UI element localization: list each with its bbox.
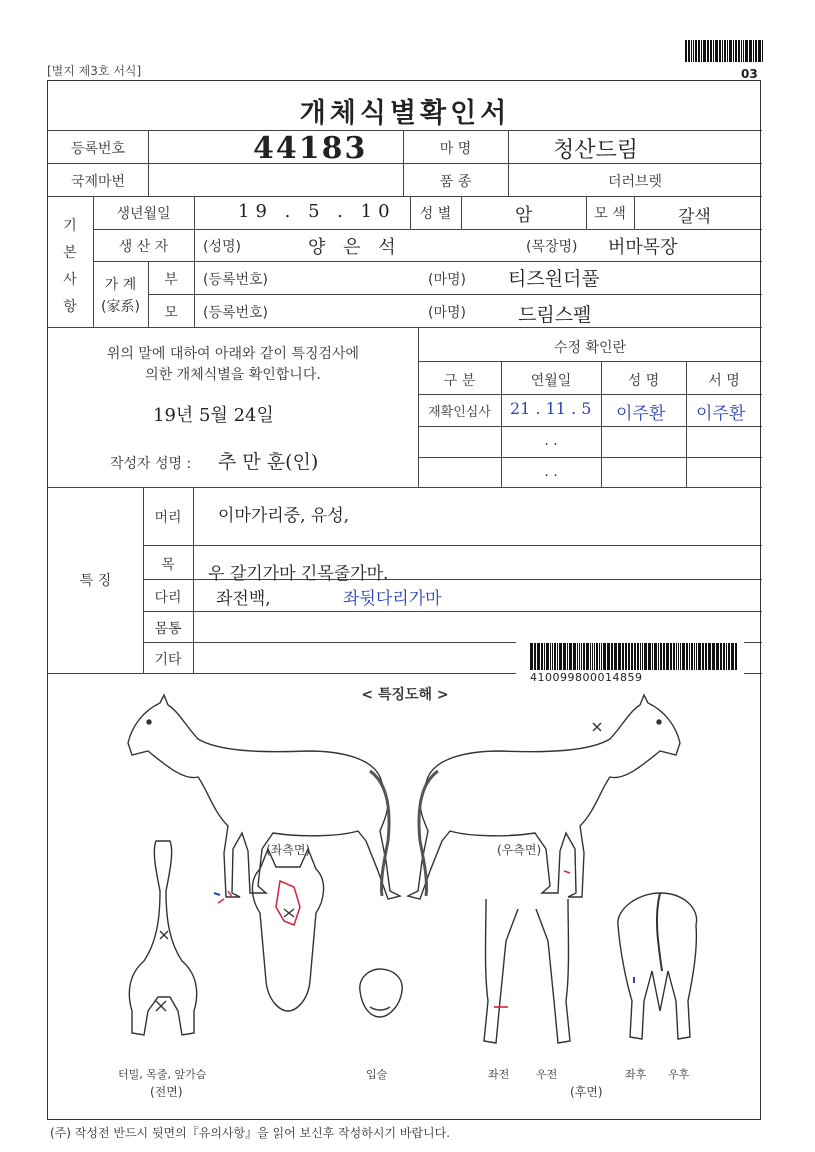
revision-header-name: 성 명 bbox=[627, 373, 660, 389]
barcode-bar bbox=[544, 643, 545, 670]
barcode-bar bbox=[586, 643, 589, 670]
barcode-bar bbox=[611, 643, 613, 670]
left-fore-label: 좌전 bbox=[488, 1068, 510, 1081]
producer-label: 생 산 자 bbox=[118, 239, 169, 255]
barcode-bar bbox=[722, 40, 723, 62]
barcode-bar bbox=[753, 40, 754, 62]
birth-label: 생년월일 bbox=[116, 206, 171, 222]
barcode-bar bbox=[680, 643, 681, 670]
barcode-bar bbox=[614, 643, 617, 670]
barcode-bar bbox=[625, 643, 627, 670]
revision-row1-sign: 이주환 bbox=[696, 404, 746, 424]
coat-color-label: 모 색 bbox=[594, 206, 626, 222]
barcode-bar bbox=[716, 643, 719, 670]
statement-line1: 위의 말에 대하여 아래와 같이 특징검사에 bbox=[106, 346, 360, 362]
dam-reg-label: (등록번호) bbox=[203, 305, 269, 321]
barcode-bar bbox=[663, 643, 665, 670]
barcode-bar bbox=[583, 643, 585, 670]
barcode-bar bbox=[552, 643, 553, 670]
barcode-bar bbox=[720, 643, 722, 670]
barcode-bar bbox=[581, 643, 582, 670]
barcode-bar bbox=[557, 643, 558, 670]
revision-row1-type: 재확인심사 bbox=[428, 405, 491, 420]
confirm-date: 19년 5월 24일 bbox=[153, 405, 274, 426]
right-hind-label: 우후 bbox=[668, 1068, 690, 1081]
barcode-bar bbox=[755, 40, 757, 62]
sticker-barcode bbox=[530, 643, 738, 670]
left-side-label: (좌측면) bbox=[266, 843, 311, 857]
barcode-bar bbox=[618, 643, 621, 670]
barcode-bar bbox=[594, 643, 595, 670]
legs-value: 좌전백, bbox=[216, 589, 271, 609]
barcode-bar bbox=[707, 40, 709, 62]
identification-form bbox=[47, 80, 761, 1120]
barcode-bar bbox=[534, 643, 536, 670]
barcode-bar bbox=[559, 643, 562, 670]
body-label: 몸통 bbox=[154, 621, 182, 637]
reg-number-value: 44183 bbox=[253, 131, 368, 166]
barcode-bar bbox=[689, 643, 690, 670]
farm-value: 버마목장 bbox=[608, 237, 678, 258]
barcode-bar bbox=[698, 643, 701, 670]
barcode-bar bbox=[537, 643, 540, 670]
barcode-bar bbox=[735, 40, 737, 62]
breed-label: 품 종 bbox=[439, 174, 472, 190]
legs-value-2: 좌뒷다리가마 bbox=[343, 589, 442, 609]
head-label: 머리 bbox=[154, 510, 182, 526]
features-section-label: 특 징 bbox=[79, 573, 112, 589]
barcode-bar bbox=[634, 643, 636, 670]
barcode-bar bbox=[686, 643, 688, 670]
barcode-bar bbox=[637, 643, 639, 670]
coat-color-value: 갈색 bbox=[678, 207, 711, 227]
intl-number-label: 국제마번 bbox=[70, 174, 126, 190]
barcode-bar bbox=[670, 643, 672, 670]
barcode-bar bbox=[592, 643, 593, 670]
barcode-bar bbox=[695, 40, 697, 62]
front-label: (전면) bbox=[150, 1085, 183, 1099]
right-side-label: (우측면) bbox=[497, 843, 542, 857]
barcode-bar bbox=[673, 643, 675, 670]
barcode-bar bbox=[682, 643, 685, 670]
barcode-bar bbox=[654, 643, 657, 670]
barcode-bar bbox=[622, 643, 624, 670]
barcode-bar bbox=[696, 643, 697, 670]
barcode-bar bbox=[603, 643, 606, 670]
barcode-bar bbox=[694, 643, 695, 670]
legs-label: 다리 bbox=[154, 590, 182, 606]
dam-label: 모 bbox=[164, 305, 178, 321]
barcode-bar bbox=[644, 643, 647, 670]
barcode-bar bbox=[530, 643, 533, 670]
neck-value: 우 갈기가마 긴목줄가마. bbox=[208, 564, 389, 584]
barcode-bar bbox=[648, 643, 651, 670]
revision-header-date: 연월일 bbox=[530, 373, 572, 389]
barcode-bar bbox=[724, 40, 726, 62]
horse-diagram bbox=[48, 681, 760, 1081]
barcode-bar bbox=[599, 643, 600, 670]
barcode-bar bbox=[569, 643, 572, 670]
dam-name-label: (마명) bbox=[428, 305, 466, 321]
head-value: 이마가리중, 유성, bbox=[218, 506, 350, 526]
barcode-bar bbox=[685, 40, 687, 62]
barcode-bar bbox=[743, 40, 744, 62]
front-caption: 터밀, 목줄, 앞가슴 bbox=[118, 1068, 207, 1081]
barcode-bar bbox=[703, 40, 706, 62]
sire-name-value: 티즈원더풀 bbox=[508, 268, 600, 290]
dam-name-value: 드림스펠 bbox=[518, 304, 592, 326]
barcode-bar bbox=[735, 643, 737, 670]
barcode-bar bbox=[745, 40, 748, 62]
barcode-bar bbox=[554, 643, 556, 670]
barcode-bar bbox=[758, 40, 761, 62]
barcode-bar bbox=[708, 643, 711, 670]
barcode-bar bbox=[658, 643, 659, 670]
barcode-bar bbox=[563, 643, 566, 670]
barcode-bar bbox=[546, 643, 549, 670]
barcode-bar bbox=[640, 643, 641, 670]
barcode-bar bbox=[596, 643, 598, 670]
writer-label: 작성자 성명 : bbox=[110, 456, 192, 472]
barcode-bar bbox=[652, 643, 653, 670]
barcode-bar bbox=[713, 40, 714, 62]
diagram-title: < 특징도해 > bbox=[361, 687, 449, 703]
sex-label: 성 별 bbox=[419, 206, 452, 222]
barcode-bar bbox=[741, 40, 742, 62]
front-legs-view bbox=[484, 899, 570, 1043]
left-side-horse bbox=[128, 695, 400, 899]
barcode-bar bbox=[702, 643, 704, 670]
horse-name-value: 청산드림 bbox=[553, 138, 639, 163]
barcode-bar bbox=[731, 643, 734, 670]
barcode-bar bbox=[631, 643, 633, 670]
revision-header-sign: 서 명 bbox=[708, 373, 740, 389]
basic-section-label: 기 본 사 항 bbox=[63, 218, 77, 315]
producer-name-label: (성명) bbox=[203, 239, 241, 255]
revision-title: 수정 확인란 bbox=[553, 340, 627, 356]
barcode-bar bbox=[628, 643, 630, 670]
front-view-horse bbox=[129, 841, 196, 1035]
barcode-bar bbox=[701, 40, 702, 62]
birth-value: 19 . 5 . 10 bbox=[238, 201, 396, 222]
barcode-bar bbox=[727, 40, 728, 62]
farm-label: (목장명) bbox=[526, 239, 578, 255]
breed-value: 더러브렛 bbox=[607, 174, 663, 190]
barcode-bar bbox=[698, 40, 700, 62]
barcode-number: 410099800014859 bbox=[530, 671, 643, 684]
barcode-bar bbox=[573, 643, 576, 670]
barcode-bar bbox=[607, 643, 610, 670]
sex-value: 암 bbox=[515, 205, 533, 226]
barcode-bar bbox=[726, 643, 727, 670]
lineage-label: 가 계 bbox=[104, 277, 137, 293]
sire-reg-label: (등록번호) bbox=[203, 272, 269, 288]
barcode-bar bbox=[715, 40, 718, 62]
page-code: 03 bbox=[741, 67, 758, 81]
barcode-bar bbox=[550, 643, 551, 670]
revision-header-type: 구 분 bbox=[443, 373, 476, 389]
barcode-bar bbox=[738, 40, 740, 62]
barcode-bar bbox=[579, 643, 580, 670]
barcode-bar bbox=[710, 40, 712, 62]
muzzle-label: 입술 bbox=[366, 1068, 388, 1081]
barcode-bar bbox=[541, 643, 543, 670]
footnote: (주) 작성전 반드시 뒷면의『유의사항』을 읽어 보신후 작성하시기 바랍니다. bbox=[50, 1126, 451, 1140]
barcode-bar bbox=[676, 643, 677, 670]
barcode-bar bbox=[577, 643, 578, 670]
barcode-bar bbox=[749, 40, 752, 62]
barcode-bar bbox=[691, 40, 692, 62]
barcode-bar bbox=[567, 643, 568, 670]
neck-label: 목 bbox=[161, 557, 175, 573]
sire-name-label: (마명) bbox=[428, 272, 466, 288]
barcode-bar bbox=[729, 40, 732, 62]
other-label: 기타 bbox=[154, 652, 182, 668]
top-barcode bbox=[685, 40, 764, 62]
lineage-hanja: (家系) bbox=[101, 299, 140, 315]
producer-name-value: 양 은 석 bbox=[308, 237, 402, 258]
barcode-bar bbox=[601, 643, 602, 670]
barcode-bar bbox=[762, 40, 763, 62]
barcode-bar bbox=[712, 643, 715, 670]
barcode-bar bbox=[691, 643, 693, 670]
revision-row3-date: . . bbox=[544, 464, 558, 480]
revision-row2-date: . . bbox=[544, 433, 558, 449]
sire-label: 부 bbox=[164, 272, 178, 288]
barcode-bar bbox=[642, 643, 643, 670]
barcode-bar bbox=[719, 40, 721, 62]
barcode-bar bbox=[705, 643, 707, 670]
barcode-bar bbox=[723, 643, 725, 670]
barcode-bar bbox=[666, 643, 669, 670]
barcode-bar bbox=[678, 643, 679, 670]
barcode-bar bbox=[693, 40, 694, 62]
rear-label: (후면) bbox=[570, 1085, 603, 1099]
reg-number-label: 등록번호 bbox=[70, 141, 126, 157]
revision-row1-name: 이주환 bbox=[616, 404, 666, 424]
barcode-bar bbox=[733, 40, 734, 62]
revision-row1-date: 21 . 11 . 5 bbox=[510, 399, 592, 418]
barcode-bar bbox=[660, 643, 662, 670]
right-fore-label: 우전 bbox=[536, 1068, 558, 1081]
barcode-bar bbox=[590, 643, 591, 670]
head-front-view bbox=[252, 849, 323, 1011]
barcode-bar bbox=[728, 643, 730, 670]
writer-value: 추 만 훈(인) bbox=[218, 451, 319, 473]
form-title: 개체식별확인서 bbox=[299, 98, 511, 129]
left-hind-label: 좌후 bbox=[625, 1068, 647, 1081]
horse-name-label: 마 명 bbox=[439, 141, 472, 157]
statement-line2: 의한 개체식별을 확인합니다. bbox=[145, 367, 321, 383]
form-tag: [별지 제3호 서식] bbox=[47, 64, 142, 78]
barcode-bar bbox=[688, 40, 690, 62]
right-side-horse bbox=[408, 695, 680, 899]
